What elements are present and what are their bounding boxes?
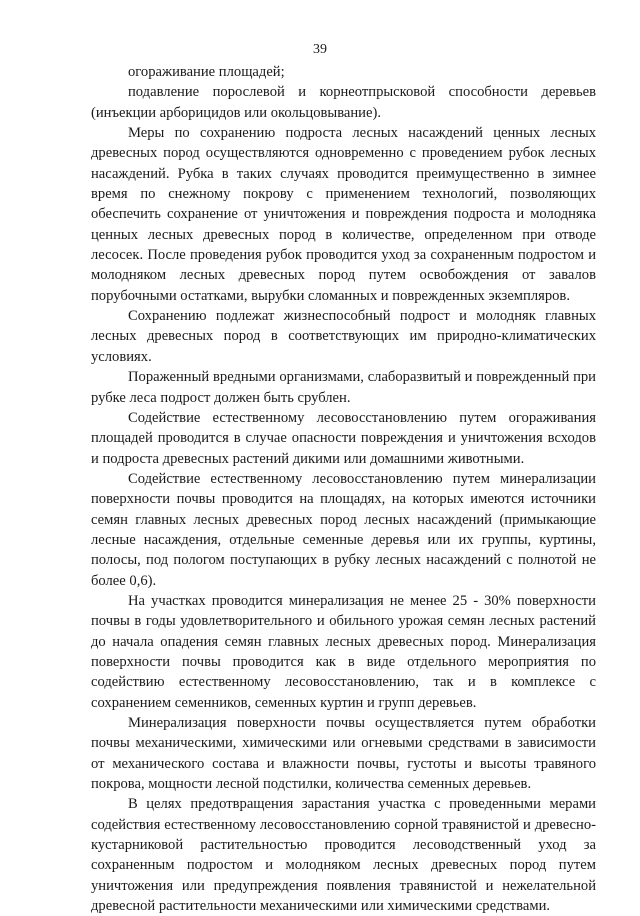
page-number: 39 <box>313 42 327 57</box>
paragraph-fencing: огораживание площадей; <box>128 64 285 80</box>
paragraph-silvicultural-care: В целях предотвращения зарастания участка с проведенными мерами содействия естественному лесовосстановлению сорной травянистой и древесно-кустарниковой растительностью проводится лесоводственный уход за сохраненным подростом и молодняком лесных древесных пород путем уничтожения или предупреждения появления травянистой и нежелательной древесной растительности механическими или химическими средствами. <box>91 796 596 915</box>
paragraph-damaged-undergrowth: Пораженный вредными организмами, слаборазвитый и поврежденный при рубке леса подрост должен быть срублен. <box>91 369 596 406</box>
paragraph-soil-mineralization: Содействие естественному лесовосстановлению путем минерализации поверхности почвы проводится на площадях, на которых имеются источники семян главных лесных древесных пород лесных насаждений (примыкающие лесные насаждения, отдельные семенные деревья или их группы, куртины, полосы, под пологом поступающих в рубку лесных насаждений с полнотой не более 0,6). <box>91 470 596 589</box>
page-body <box>91 62 596 916</box>
paragraph-fencing-conditions: Содействие естественному лесовосстановлению путем огораживания площадей проводится в случае опасности повреждения и уничтожения всходов и подроста древесных растений дикими или домашними животными. <box>91 409 596 467</box>
paragraph-sprout-suppression: подавление порослевой и корнеотпрысковой способности деревьев (инъекции арборицидов или окольцовывание). <box>91 84 596 121</box>
paragraph-viable-undergrowth: Сохранению подлежат жизнеспособный подрост и молодняк главных лесных древесных пород в соответствующих им природно-климатических условиях. <box>91 308 596 365</box>
paragraph-undergrowth-preservation: Меры по сохранению подроста лесных насаждений ценных лесных древесных пород осуществляются одновременно с проведением рубок лесных насаждений. Рубка в таких случаях проводится преимущественно в зимнее время по снежному покрову с применением технологий, позволяющих обеспечить сохранение от уничтожения и повреждения подроста и молодняка ценных лесных древесных пород в количестве, определенном при отводе лесосек. После проведения рубок проводится уход за сохраненным подростом и молодняком лесных древесных пород путем освобождения от завалов порубочными остатками, вырубки сломанных и поврежденных экземпляров. <box>91 125 596 304</box>
paragraph-mineralization-extent: На участках проводится минерализация не менее 25 - 30% поверхности почвы в годы удовлетворительного и обильного урожая семян лесных растений до начала опадения семян главных лесных древесных пород. Минерализация поверхности почвы проводится как в виде отдельного мероприятия по содействию естественному лесовосстановлению, так и в комплексе с сохранением семенников, семенных куртин и групп деревьев. <box>91 592 596 711</box>
paragraph-mineralization-methods: Минерализация поверхности почвы осуществляется путем обработки почвы механическими, химическими или огневыми средствами в зависимости от механического состава и влажности почвы, густоты и высоты травяного покрова, мощности лесной подстилки, количества семенных деревьев. <box>91 715 596 793</box>
